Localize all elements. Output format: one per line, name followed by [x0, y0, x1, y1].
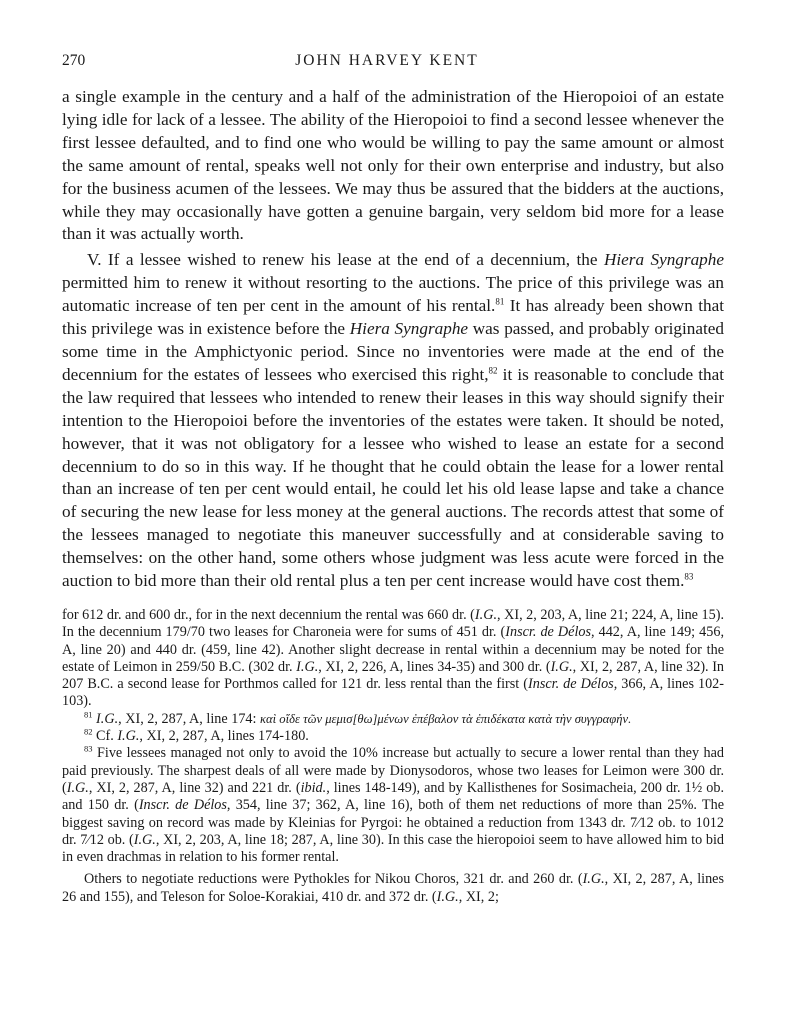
paragraph-2: V. If a lessee wished to renew his lease at the end of a decennium, the Hiera Syngraphe permitted him to renew it without resorting to the auctions. The price of this privilege was an automatic increase of ten per cent in the amount of his rental.$^{81}$ It has already been shown that this privilege was in existence before the Hiera Syngraphe was passed, and probably originated some time in the Amphictyonic period. Since no inventories were made at the end of the decennium for the estates of lessees who exercised this right,$^{82}$ it is reasonable to conclude that the law required that lessees who intended to renew their leases in this way should signify their intention to the Hieropoioi before the inventories of the estates were taken. It should be noted, however, that it was not obligatory for a lessee who wished to lease an estate for a second decennium to do so in this way. If he thought that he could obtain the lease for a lower rental than an increase of ten per cent would entail, he could let his old lease lapse and take a chance of securing the new lease for less money at the general auctions. The records attest that some of the lessees managed to negotiate this maneuver successfully and at considerable saving to themselves: on the other hand, some others whose judgment was less acute were forced in the auction to bid more than their old rental plus a ten per cent increase would have cost them.$^{83}$ — [62, 250, 724, 591]
footnote-83-continued: Others to negotiate reductions were Pythokles for Nikou Choros, 321 dr. and 260 dr. (I.G., XI, 2, 287, A, lines 26 and 155), and Teleson for Soloe-Korakiai, 410 dr. and 372 dr. (I.G., XI, 2; — [62, 871, 724, 905]
page — [62, 52, 724, 906]
footnote-ref-82[interactable]: 82 — [488, 365, 498, 376]
footnote-81: $^{81}$ I.G., XI, 2, 287, A, line 174: καὶ οἵδε τῶν μεμισ[θω]μένων ἐπέβαλον τὰ ἐπιδέκατα κατὰ τὴν συγγραφήν. — [84, 708, 632, 727]
running-head: JOHN HARVEY KENT — [295, 52, 479, 69]
page-number: 270 — [62, 52, 86, 69]
paragraph-1: a single example in the century and a half of the administration of the Hieropoioi of an estate lying idle for lack of a lessee. The ability of the Hieropoioi to find a second lessee whenever the first lessee defaulted, and to find one who would be willing to pay the same amount or almost the same amount of rental, speaks well not only for their own enterprise and industry, but also for the business acumen of the lessees. We may thus be assured that the bidders at the auctions, while they may occasionally have gotten a genuine bargain, very seldom bid more for a lease than it was actually worth. — [62, 87, 724, 244]
footnote-ref-81[interactable]: 81 — [495, 296, 505, 307]
footnote-82: $^{82}$ Cf. I.G., XI, 2, 287, A, lines 174-180. — [84, 726, 309, 745]
main-text — [62, 86, 724, 593]
footnote-80-continued: for 612 dr. and 600 dr., for in the next decennium the rental was 660 dr. (I.G., XI, 2, 203, A, line 21; 224, A, line 15). In the decennium 179/70 two leases for Charoneia were for sums of 451 dr. (Inscr. de Délos, 442, A, line 149; 456, A, line 20) and 440 dr. (459, line 42). Another slight decrease in rental within a decennium may be noted for the estate of Leimon in 259/50 B.C. (302 dr. I.G., XI, 2, 226, A, lines 34-35) and 300 dr. (I.G., XI, 2, 287, A, line 32). In 207 B.C. a second lease for Porthmos called for 121 dr. less rental than the first (Inscr. de Délos, 366, A, lines 102-103). — [62, 606, 725, 710]
footnote-83: $^{83}$ Five lessees managed not only to avoid the 10% increase but actually to secure a lower rental than they had paid previously. The sharpest deals of all were made by Dionysodoros, whose two leases for Leimon were 300 dr. (I.G., XI, 2, 287, A, line 32) and 221 dr. (ibid., lines 148-149), and by Kallisthenes for Sosimacheia, 200 dr. 1½ ob. and 150 dr. (Inscr. de Délos, 354, line 37; 362, A, line 16), both of them net reductions of more than 25%. The biggest saving on record was made by Kleinias for Pyrgoi: he obtained a reduction from 1343 dr. 7⁄12 ob. to 1012 dr. 7⁄12 ob. (I.G., XI, 2, 203, A, line 18; 287, A, line 30). In this case the hieropoioi seem to have allowed him to bid in even drachmas in relation to his former rental. — [62, 743, 725, 866]
greek-quotation: καὶ οἵδε τῶν μεμισ[θω]μένων ἐπέβαλον τὰ ἐπιδέκατα κατὰ τὴν συγγραφήν. — [260, 711, 632, 726]
page-header — [62, 52, 724, 82]
footnotes — [62, 607, 724, 906]
footnote-ref-83[interactable]: 83 — [684, 571, 694, 582]
